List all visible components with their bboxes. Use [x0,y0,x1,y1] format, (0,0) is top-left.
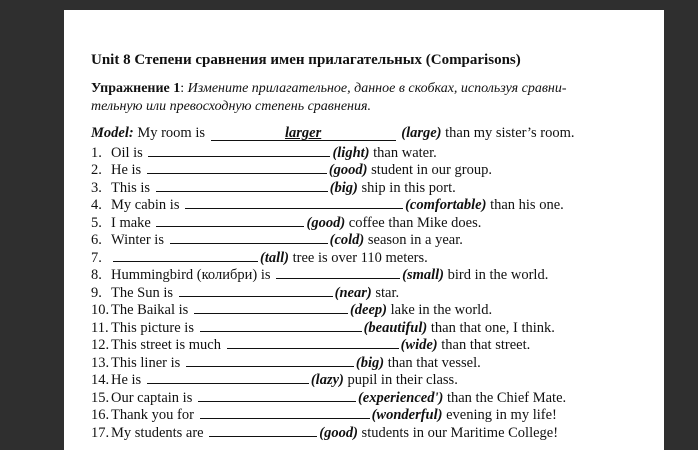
item-number: 14. [91,372,110,388]
item-before: The Baikal is [111,302,192,318]
item-after: than that vessel. [387,354,481,371]
item-number: 5. [91,214,102,231]
answer-blank[interactable] [148,143,330,157]
item-before: Our captain is [111,389,196,406]
answer-blank[interactable] [276,265,400,279]
answer-blank[interactable] [186,353,354,367]
item-after: than water. [373,144,437,161]
item-number: 6. [91,232,102,248]
item-hint: (small) [402,267,445,283]
answer-blank[interactable] [209,423,317,437]
item-before: I make [111,214,155,231]
item-number: 12. [91,337,110,353]
item-number: 9. [91,284,102,301]
answer-blank[interactable] [156,178,328,192]
item-after: lake in the world. [390,302,493,318]
item-number: 15. [91,389,110,406]
answer-blank[interactable] [198,388,356,402]
exercise-item [91,213,664,231]
answer-blank[interactable] [156,213,304,227]
model-before: My room is [137,125,205,141]
exercise-item [91,283,664,301]
item-number: 1. [91,144,102,161]
item-number: 16. [91,407,110,423]
answer-blank[interactable] [147,370,309,384]
item-after: coffee than Mike does. [348,214,482,231]
exercise-items [91,143,664,441]
exercise-item [91,353,664,371]
item-before: Winter is [111,232,168,248]
item-after: ship in this port. [361,179,456,196]
model-after: than my sister’s room. [445,125,575,141]
item-number: 4. [91,197,102,213]
item-before: The Sun is [111,284,177,301]
item-hint: (experienced') [357,389,444,406]
answer-blank[interactable] [170,230,328,244]
exercise-item [91,248,664,266]
item-number: 3. [91,179,102,196]
item-hint: (tall) [260,249,289,266]
item-after: bird in the world. [447,267,549,283]
item-number: 17. [91,424,110,441]
worksheet-page [64,10,664,450]
answer-blank[interactable] [179,283,333,297]
item-before: He is [111,372,145,388]
exercise-item [91,370,664,388]
item-after: than his one. [490,197,564,213]
item-after: season in a year. [367,232,463,248]
item-hint: (comfortable) [405,197,487,213]
item-number: 11. [91,319,109,336]
answer-blank[interactable] [200,405,370,419]
exercise-item [91,230,664,248]
exercise-item [91,335,664,353]
item-hint: (deep) [349,302,387,318]
item-before: My cabin is [111,197,184,213]
exercise-instruction-text: Измените прилагательное, данное в скобках, используя сравни-тельную или превосходную степень сравнения. [91,81,567,114]
item-before: This street is much [111,337,225,353]
item-after: pupil in their class. [347,372,458,388]
item-number: 10. [91,302,110,318]
item-after: tree is over 110 meters. [292,249,428,266]
exercise-item [91,265,664,283]
item-after: star. [375,284,400,301]
exercise-item [91,388,664,406]
item-hint: (big) [355,354,385,371]
exercise-instruction: Упражнение 1: Измените прилагательное, данное в скобках, используя сравни-тельную или превосходную степень сравнения. [91,81,567,114]
model-hint: (large) [401,125,442,141]
answer-blank[interactable] [147,160,327,174]
item-before: This picture is [111,319,198,336]
exercise-item [91,318,664,336]
item-hint: (beautiful) [363,319,428,336]
item-number: 13. [91,354,110,371]
item-after: than the Chief Mate. [446,389,567,406]
model-line [91,125,664,143]
item-after: than that one, I think. [430,319,555,336]
item-number: 2. [91,162,102,178]
exercise-item [91,405,664,423]
unit-title: Unit 8 Степени сравнения имен прилагательных (Comparisons) [91,52,521,68]
answer-blank[interactable] [200,318,362,332]
item-number: 7. [91,249,102,266]
answer-blank[interactable] [194,300,348,314]
item-before: He is [111,162,145,178]
item-hint: (near) [334,284,372,301]
exercise-item [91,143,664,161]
item-hint: (light) [332,144,370,161]
item-after: students in our Maritime College! [361,424,559,441]
model-answer-blank [211,127,396,141]
item-before: Hummingbird (колибри) is [111,267,275,283]
exercise-item [91,160,664,178]
exercise-item [91,300,664,318]
answer-blank[interactable] [227,335,399,349]
item-hint: (wonderful) [371,407,443,423]
exercise-item [91,423,664,441]
exercise-item [91,195,664,213]
item-before: This liner is [111,354,184,371]
item-after: student in our group. [371,162,492,178]
item-before: This is [111,179,154,196]
item-hint: (cold) [329,232,365,248]
item-hint: (good) [306,214,346,231]
exercise-item [91,178,664,196]
answer-blank[interactable] [113,248,258,262]
model-answer: larger [284,125,322,141]
item-before: Oil is [111,144,147,161]
model-label: Model: [91,125,134,141]
item-hint: (big) [329,179,358,196]
item-after: than that street. [441,337,531,353]
item-before: My students are [111,424,208,441]
exercise-label: Упражнение 1 [91,81,181,96]
item-before: Thank you for [111,407,198,423]
answer-blank[interactable] [185,195,403,209]
item-hint: (wide) [400,337,438,353]
item-hint: (good) [319,424,358,441]
item-hint: (lazy) [310,372,344,388]
item-after: evening in my life! [446,407,557,423]
item-number: 8. [91,267,102,283]
item-hint: (good) [328,162,368,178]
